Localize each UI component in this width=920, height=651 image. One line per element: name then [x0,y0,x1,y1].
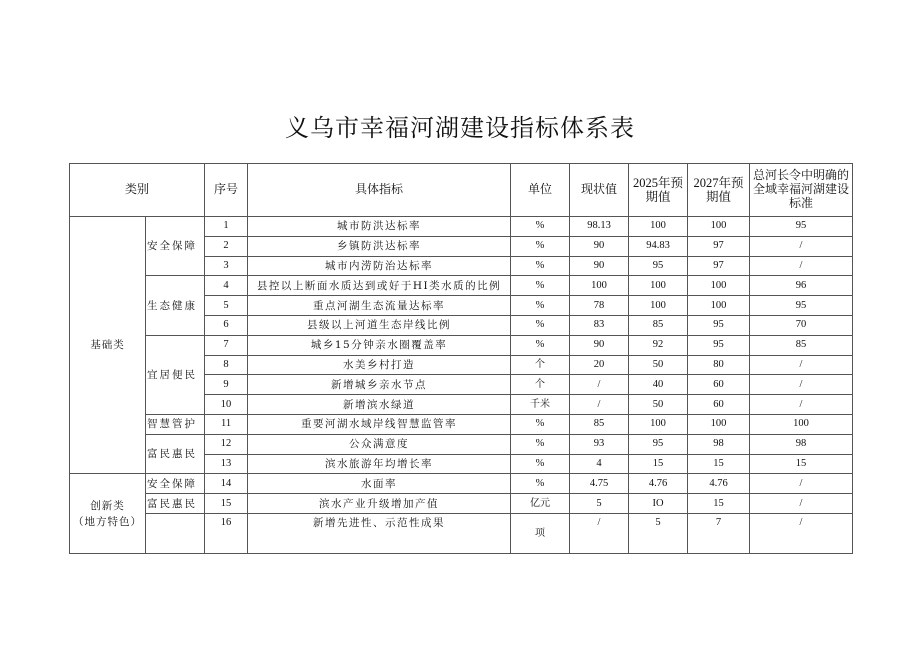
cell-target-2025: 100 [629,276,688,296]
cell-indicator: 县控以上断面水质达到或好于HI类水质的比例 [248,276,511,296]
cell-target-2027: 95 [688,315,750,335]
cell-unit: 个 [511,375,570,395]
cell-indicator: 新增滨水绿道 [248,395,511,415]
category-innovative-line2: （地方特色） [73,515,142,528]
header-category: 类别 [70,164,205,217]
cell-seq: 14 [205,474,248,494]
cell-target-2025: 95 [629,434,688,454]
header-standard: 总河长令中明确的全域幸福河湖建设标准 [750,164,853,217]
table-row [70,474,853,494]
cell-standard: 95 [750,296,853,316]
category-innovative [70,474,146,554]
indicator-table [69,163,853,554]
cell-target-2025: 4.76 [629,474,688,494]
header-row [70,164,853,217]
cell-target-2027: 100 [688,217,750,237]
cell-standard: 95 [750,217,853,237]
cell-seq: 16 [205,513,248,553]
cell-seq: 5 [205,296,248,316]
cell-seq: 10 [205,395,248,415]
cell-seq: 11 [205,414,248,434]
cell-target-2025: 95 [629,256,688,276]
cell-standard: / [750,236,853,256]
cell-target-2025: 85 [629,315,688,335]
cell-target-2027: 15 [688,494,750,514]
cell-current: 90 [570,256,629,276]
cell-indicator: 新增先进性、示范性成果 [248,513,511,553]
cell-target-2027: 15 [688,454,750,474]
cell-current: / [570,375,629,395]
subcategory-livable: 宜居便民 [146,335,205,414]
cell-seq: 1 [205,217,248,237]
cell-target-2027: 97 [688,236,750,256]
cell-indicator: 水美乡村打造 [248,355,511,375]
cell-target-2027: 80 [688,355,750,375]
cell-current: / [570,395,629,415]
cell-indicator: 县级以上河道生态岸线比例 [248,315,511,335]
table-row [70,335,853,355]
cell-target-2025: 15 [629,454,688,474]
cell-indicator: 重要河湖水域岸线智慧监管率 [248,414,511,434]
cell-unit: % [511,217,570,237]
cell-unit: % [511,256,570,276]
cell-standard: 100 [750,414,853,434]
category-innovative-line1: 创新类 [90,499,125,512]
cell-target-2027: 100 [688,276,750,296]
cell-seq: 3 [205,256,248,276]
cell-current: 85 [570,414,629,434]
cell-seq: 13 [205,454,248,474]
header-current: 现状值 [570,164,629,217]
table-row [70,414,853,434]
category-basic: 基础类 [70,217,146,474]
cell-standard: / [750,256,853,276]
cell-standard: 98 [750,434,853,454]
cell-unit: 个 [511,355,570,375]
cell-target-2027: 100 [688,296,750,316]
cell-target-2027: 98 [688,434,750,454]
cell-unit: % [511,236,570,256]
cell-standard: / [750,513,853,553]
subcategory-smart: 智慧管护 [146,414,205,434]
cell-current: 20 [570,355,629,375]
cell-current: 78 [570,296,629,316]
cell-current: 5 [570,494,629,514]
cell-indicator: 公众满意度 [248,434,511,454]
subcategory-prosperity: 富民惠民 [146,434,205,474]
cell-target-2025: 100 [629,414,688,434]
cell-target-2025: 50 [629,355,688,375]
cell-standard: / [750,494,853,514]
cell-target-2027: 7 [688,513,750,553]
cell-seq: 9 [205,375,248,395]
cell-standard: / [750,474,853,494]
cell-standard: / [750,355,853,375]
cell-standard: 96 [750,276,853,296]
cell-target-2027: 4.76 [688,474,750,494]
cell-indicator: 新增城乡亲水节点 [248,375,511,395]
cell-current: 93 [570,434,629,454]
cell-indicator: 重点河湖生态流量达标率 [248,296,511,316]
header-unit: 单位 [511,164,570,217]
cell-seq: 12 [205,434,248,454]
cell-target-2027: 60 [688,375,750,395]
cell-target-2025: 100 [629,217,688,237]
cell-standard: / [750,395,853,415]
cell-indicator: 滨水旅游年均增长率 [248,454,511,474]
cell-seq: 4 [205,276,248,296]
header-target-2025: 2025年预期值 [629,164,688,217]
cell-target-2027: 95 [688,335,750,355]
cell-standard: / [750,375,853,395]
cell-unit: % [511,315,570,335]
page-title: 义乌市幸福河湖建设指标体系表 [285,114,635,142]
cell-unit: % [511,276,570,296]
cell-current: 90 [570,236,629,256]
cell-target-2025: 40 [629,375,688,395]
table-row [70,494,853,514]
cell-seq: 8 [205,355,248,375]
cell-target-2027: 100 [688,414,750,434]
cell-target-2025: 94.83 [629,236,688,256]
table-row [70,276,853,296]
cell-target-2025: 50 [629,395,688,415]
cell-seq: 15 [205,494,248,514]
subcategory-prosperity-2: 富民惠民 [146,494,205,514]
cell-current: 100 [570,276,629,296]
table-row [70,217,853,237]
cell-indicator: 滨水产业升级增加产值 [248,494,511,514]
subcategory-safety: 安全保障 [146,217,205,276]
cell-target-2025: 5 [629,513,688,553]
cell-target-2025: 100 [629,296,688,316]
header-target-2027: 2027年预期值 [688,164,750,217]
cell-unit: % [511,434,570,454]
header-seq: 序号 [205,164,248,217]
subcategory-safety-2: 安全保障 [146,474,205,494]
cell-standard: 70 [750,315,853,335]
cell-seq: 6 [205,315,248,335]
cell-unit: 亿元 [511,494,570,514]
cell-standard: 85 [750,335,853,355]
cell-indicator: 乡镇防洪达标率 [248,236,511,256]
cell-indicator: 城市内涝防治达标率 [248,256,511,276]
subcategory-ecology: 生态健康 [146,276,205,335]
cell-target-2025: 92 [629,335,688,355]
table-row [70,513,853,553]
cell-unit: % [511,474,570,494]
cell-unit: 千米 [511,395,570,415]
cell-current: 4.75 [570,474,629,494]
table-row [70,434,853,454]
cell-current: 98.13 [570,217,629,237]
cell-indicator: 城市防洪达标率 [248,217,511,237]
subcategory-empty [146,513,205,553]
cell-unit: % [511,335,570,355]
cell-current: 90 [570,335,629,355]
cell-current: / [570,513,629,553]
cell-seq: 2 [205,236,248,256]
cell-unit: % [511,414,570,434]
cell-unit: % [511,454,570,474]
cell-unit: 项 [511,513,570,553]
cell-target-2027: 60 [688,395,750,415]
cell-target-2025: IO [629,494,688,514]
header-indicator: 具体指标 [248,164,511,217]
cell-current: 4 [570,454,629,474]
cell-current: 83 [570,315,629,335]
cell-indicator: 水面率 [248,474,511,494]
cell-unit: % [511,296,570,316]
cell-standard: 15 [750,454,853,474]
cell-target-2027: 97 [688,256,750,276]
cell-indicator: 城乡15分钟亲水圈覆盖率 [248,335,511,355]
cell-seq: 7 [205,335,248,355]
